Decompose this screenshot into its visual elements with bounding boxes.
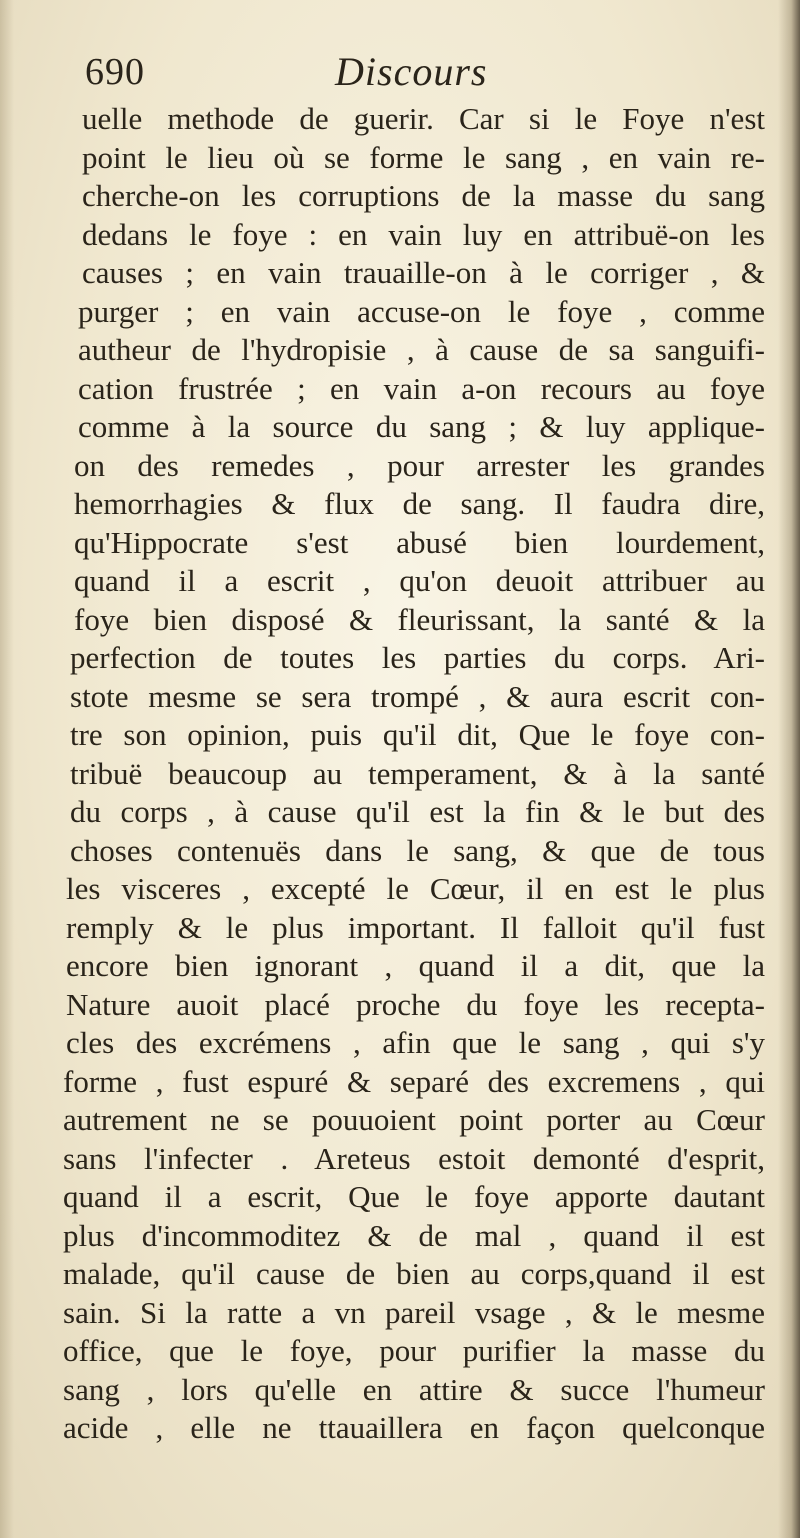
text-line: causes ; en vain trauaille-on à le corriger , & xyxy=(82,255,765,290)
body-text xyxy=(60,100,765,1448)
text-line: acide , elle ne ttauaillera en façon quelconque xyxy=(63,1410,765,1445)
gutter-shadow xyxy=(0,0,14,1538)
text-line: cation frustrée ; en vain a-on recours au foye xyxy=(78,370,765,406)
text-line: dedans le foye : en vain luy en attribuë-on les xyxy=(82,216,765,252)
text-line: comme à la source du sang ; & luy applique- xyxy=(78,409,765,444)
running-title: Discours xyxy=(335,49,488,94)
text-line: malade, qu'il cause de bien au corps,quand il est xyxy=(63,1256,765,1291)
text-line: stote mesme se sera trompé , & aura escrit con- xyxy=(70,678,765,714)
text-line: forme , fust espuré & separé des excremens , qui xyxy=(63,1063,765,1099)
text-line: encore bien ignorant , quand il a dit, que la xyxy=(66,948,765,983)
text-line: remply & le plus important. Il falloit qu'il fust xyxy=(66,909,765,945)
text-line: cherche-on les corruptions de la masse du sang xyxy=(82,178,765,213)
page-header xyxy=(85,44,745,104)
page-number: 690 xyxy=(85,51,145,93)
page-edge-shadow xyxy=(778,0,800,1538)
text-line: plus d'incommoditez & de mal , quand il est xyxy=(63,1217,765,1253)
text-line: purger ; en vain accuse-on le foye , comme xyxy=(78,293,765,329)
text-line: uelle methode de guerir. Car si le Foye n'est xyxy=(82,101,765,136)
text-line: cles des excrémens , afin que le sang , qui s'y xyxy=(66,1025,765,1060)
text-line: choses contenuës dans le sang, & que de tous xyxy=(70,832,765,868)
text-line: Nature auoit placé proche du foye les recepta- xyxy=(66,986,765,1022)
text-line: sang , lors qu'elle en attire & succe l'humeur xyxy=(63,1371,765,1407)
text-line: sain. Si la ratte a vn pareil vsage , & le mesme xyxy=(63,1294,765,1330)
text-line: tribuë beaucoup au temperament, & à la santé xyxy=(70,755,765,791)
text-line: on des remedes , pour arrester les grandes xyxy=(74,447,765,483)
text-line: perfection de toutes les parties du corps. Ari- xyxy=(70,640,765,675)
text-line: qu'Hippocrate s'est abusé bien lourdement, xyxy=(74,524,765,560)
text-line: les visceres , excepté le Cœur, il en est le plus xyxy=(66,871,765,906)
text-line: point le lieu où se forme le sang , en vain re- xyxy=(82,139,765,175)
text-line: hemorrhagies & flux de sang. Il faudra dire, xyxy=(74,486,765,521)
text-line: autheur de l'hydropisie , à cause de sa sanguifi- xyxy=(78,332,765,367)
text-line: sans l'infecter . Areteus estoit demonté d'esprit, xyxy=(63,1140,765,1176)
text-line: foye bien disposé & fleurissant, la santé & la xyxy=(74,601,765,637)
text-line: quand il a escrit, Que le foye apporte dautant xyxy=(63,1179,765,1214)
text-line: autrement ne se pouuoient point porter au Cœur xyxy=(63,1102,765,1137)
text-line: du corps , à cause qu'il est la fin & le but des xyxy=(70,794,765,829)
text-line: office, que le foye, pour purifier la masse du xyxy=(63,1333,765,1368)
text-line: quand il a escrit , qu'on deuoit attribuer au xyxy=(74,563,765,598)
text-line: tre son opinion, puis qu'il dit, Que le foye con- xyxy=(70,717,765,752)
